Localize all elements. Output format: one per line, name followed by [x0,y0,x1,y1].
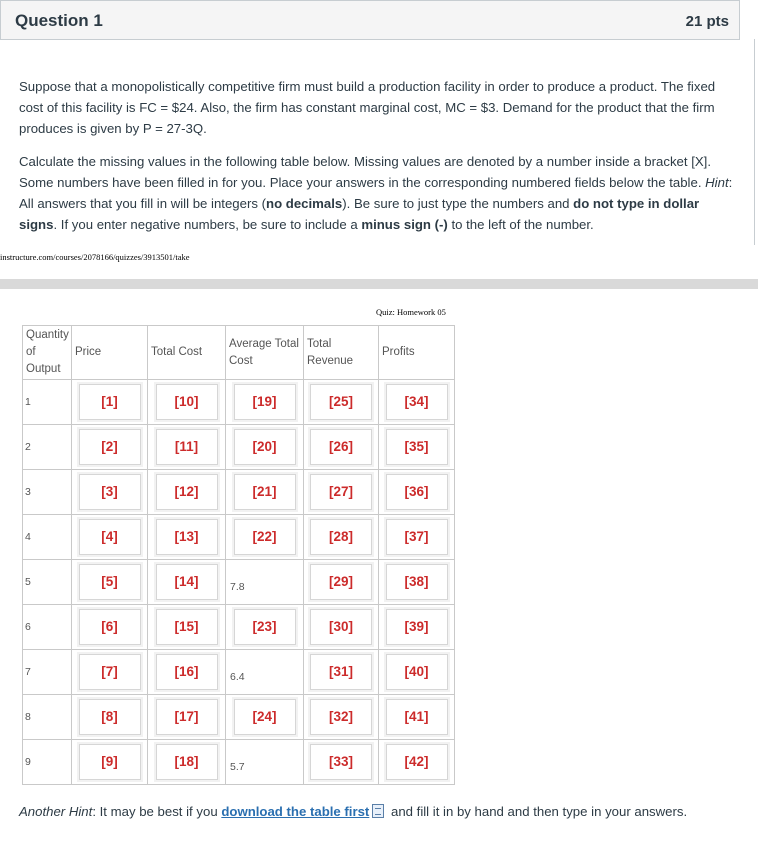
profit-field[interactable]: [37] [386,519,448,555]
table-header-row [23,326,455,380]
profit-field[interactable]: [39] [386,609,448,645]
footer-hint [19,804,687,819]
hint-text-3: . If you enter negative numbers, be sure to include a [53,217,362,232]
question-points: 21 pts [685,13,729,30]
average-total-cost-value: 6.4 [226,650,304,695]
profit-field[interactable]: [38] [386,564,448,600]
footer-text-post: and fill it in by hand and then type in your answers. [387,804,688,819]
total-revenue-field[interactable]: [33] [310,744,372,780]
download-table-link[interactable]: download the table first [221,804,370,819]
data-table [22,325,455,785]
question-title: Question 1 [15,11,103,30]
price-field[interactable]: [8] [79,699,141,735]
table-row [23,650,455,695]
total-revenue-field[interactable]: [30] [310,609,372,645]
average-total-cost-field[interactable]: [20] [234,429,296,465]
hint-text: : All answers that you fill in will be integers ( [19,175,733,211]
footer-text-pre: : It may be best if you [92,804,222,819]
quantity-cell: 2 [23,425,72,470]
price-field[interactable]: [7] [79,654,141,690]
header-quantity: Quantity of Output [23,326,72,380]
table-row [23,560,455,605]
table-row [23,425,455,470]
total-cost-field[interactable]: [13] [156,519,218,555]
header-profits: Profits [379,326,455,380]
table-row [23,470,455,515]
price-field[interactable]: [5] [79,564,141,600]
price-field[interactable]: [4] [79,519,141,555]
table-row [23,515,455,560]
total-cost-field[interactable]: [15] [156,609,218,645]
average-total-cost-field[interactable]: [23] [234,609,296,645]
price-field[interactable]: [2] [79,429,141,465]
table-row [23,740,455,785]
total-cost-field[interactable]: [10] [156,384,218,420]
quantity-cell: 1 [23,380,72,425]
total-cost-field[interactable]: [12] [156,474,218,510]
header-average-total-cost: Average Total Cost [226,326,304,380]
hint-label: Hint [705,175,729,190]
profit-field[interactable]: [40] [386,654,448,690]
question-border [754,39,755,245]
total-revenue-field[interactable]: [28] [310,519,372,555]
header-price: Price [72,326,148,380]
total-revenue-field[interactable]: [29] [310,564,372,600]
total-revenue-field[interactable]: [27] [310,474,372,510]
quantity-cell: 9 [23,740,72,785]
total-cost-field[interactable]: [18] [156,744,218,780]
average-total-cost-value: 7.8 [226,560,304,605]
average-total-cost-field[interactable]: [21] [234,474,296,510]
hint-text-4: to the left of the number. [447,217,594,232]
bold-minus-sign: minus sign (-) [361,217,448,232]
header-total-revenue: Total Revenue [304,326,379,380]
hint-text-2: ). Be sure to just type the numbers and [342,196,574,211]
page-divider [0,279,758,289]
average-total-cost-value: 5.7 [226,740,304,785]
source-url: instructure.com/courses/2078166/quizzes/3913501/take [0,252,190,262]
total-revenue-field[interactable]: [32] [310,699,372,735]
quantity-cell: 3 [23,470,72,515]
table-row [23,605,455,650]
profit-field[interactable]: [36] [386,474,448,510]
total-cost-field[interactable]: [16] [156,654,218,690]
profit-field[interactable]: [41] [386,699,448,735]
table-row [23,380,455,425]
question-paragraph-1: Suppose that a monopolistically competitive firm must build a production facility in order to produce a product. The fixed cost of this facility is FC = $24. Also, the firm has constant marginal cost, MC = $3. Demand for the product that the firm produces is given by P = 27-3Q. [19,79,716,136]
total-cost-field[interactable]: [14] [156,564,218,600]
question-header [0,0,740,40]
bold-no-dollar: do not type in dollar signs [19,196,700,232]
total-cost-field[interactable]: [17] [156,699,218,735]
table-row [23,695,455,740]
footer-hint-label: Another Hint [19,804,93,819]
price-field[interactable]: [1] [79,384,141,420]
average-total-cost-field[interactable]: [19] [234,384,296,420]
instruction-text: Calculate the missing values in the following table below. Missing values are denoted by a number inside a bracket [X]. Some numbers have been filled in for you. Place your answers in the corresponding numbered fields below the table. [19,154,711,190]
average-total-cost-field[interactable]: [24] [234,699,296,735]
profit-field[interactable]: [42] [386,744,448,780]
price-field[interactable]: [3] [79,474,141,510]
document-icon[interactable] [372,804,384,818]
quantity-cell: 6 [23,605,72,650]
profit-field[interactable]: [34] [386,384,448,420]
quantity-cell: 5 [23,560,72,605]
quiz-label: Quiz: Homework 05 [376,307,446,317]
profit-field[interactable]: [35] [386,429,448,465]
total-cost-field[interactable]: [11] [156,429,218,465]
price-field[interactable]: [9] [79,744,141,780]
question-paragraph-2 [19,151,737,235]
average-total-cost-field[interactable]: [22] [234,519,296,555]
bold-no-decimals: no decimals [266,196,343,211]
total-revenue-field[interactable]: [25] [310,384,372,420]
question-body [19,76,737,247]
quantity-cell: 4 [23,515,72,560]
header-total-cost: Total Cost [148,326,226,380]
quantity-cell: 8 [23,695,72,740]
price-field[interactable]: [6] [79,609,141,645]
quantity-cell: 7 [23,650,72,695]
total-revenue-field[interactable]: [31] [310,654,372,690]
total-revenue-field[interactable]: [26] [310,429,372,465]
